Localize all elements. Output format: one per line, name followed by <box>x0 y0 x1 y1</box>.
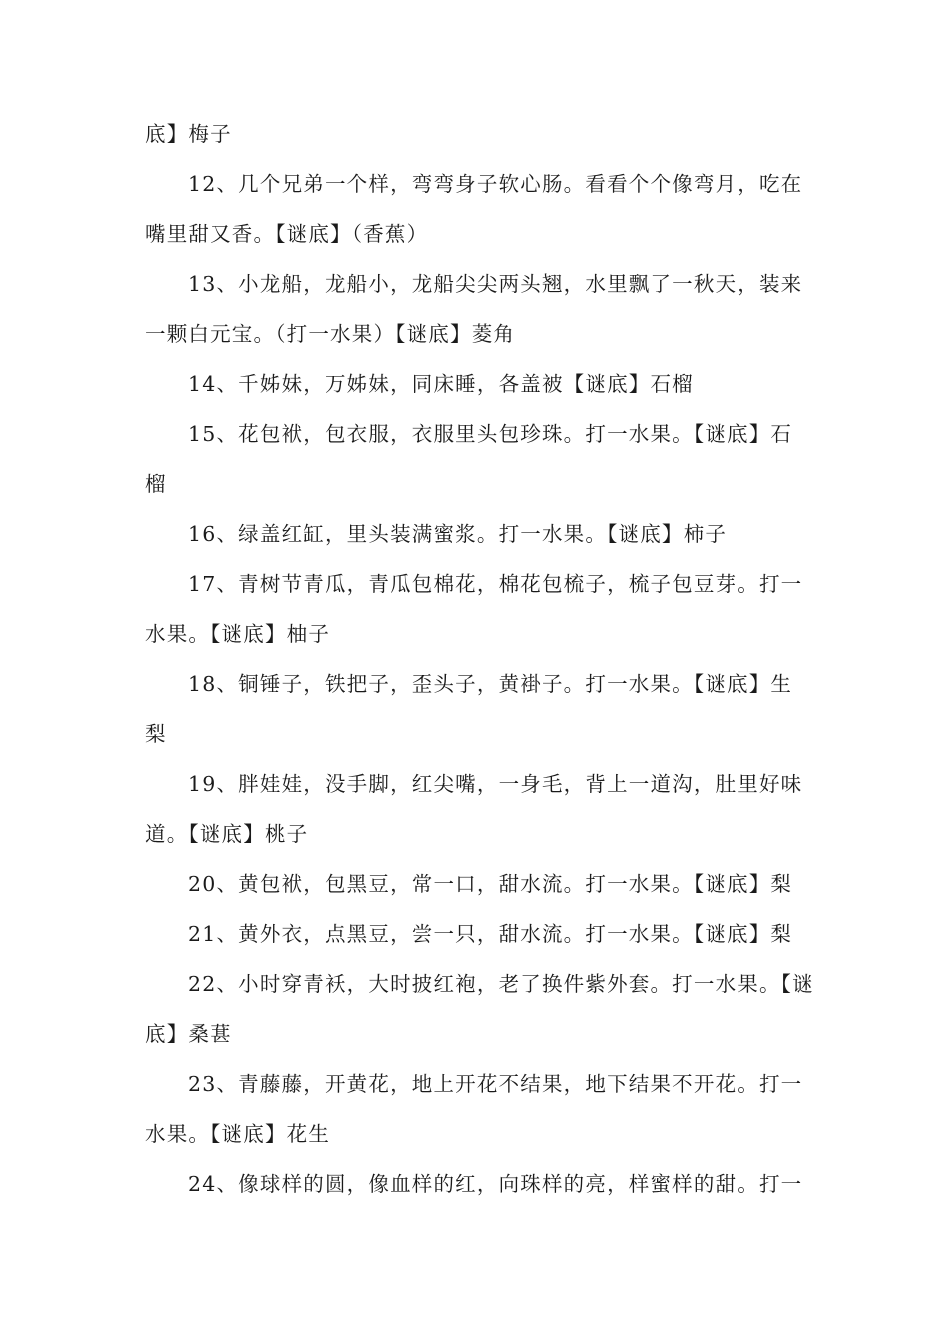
text-line: 梨 <box>145 722 167 746</box>
text-line: 22、小时穿青袄，大时披红袍，老了换件紫外套。打一水果。【谜 <box>188 972 814 996</box>
text-line: 21、黄外衣，点黑豆，尝一只，甜水流。打一水果。【谜底】梨 <box>188 922 793 946</box>
text-line: 12、几个兄弟一个样，弯弯身子软心肠。看看个个像弯月，吃在 <box>188 172 803 196</box>
text-line: 18、铜锤子，铁把子，歪头子，黄褂子。打一水果。【谜底】生 <box>188 672 793 696</box>
text-line: 16、绿盖红缸，里头装满蜜浆。打一水果。【谜底】柿子 <box>188 522 728 546</box>
text-line: 24、像球样的圆，像血样的红，向珠样的亮，样蜜样的甜。打一 <box>188 1172 803 1196</box>
text-line: 13、小龙船，龙船小，龙船尖尖两头翘，水里飘了一秋天，装来 <box>188 272 803 296</box>
text-line: 15、花包袱，包衣服，衣服里头包珍珠。打一水果。【谜底】石 <box>188 422 793 446</box>
text-line: 道。【谜底】桃子 <box>145 822 309 846</box>
text-line: 一颗白元宝。（打一水果）【谜底】菱角 <box>145 322 516 346</box>
text-line: 底】梅子 <box>145 122 232 146</box>
text-line: 14、千姊妹，万姊妹，同床睡，各盖被【谜底】石榴 <box>188 372 694 396</box>
text-line: 水果。【谜底】柚子 <box>145 622 331 646</box>
text-line: 底】桑葚 <box>145 1022 232 1046</box>
text-line: 嘴里甜又香。【谜底】（香蕉） <box>145 222 429 246</box>
text-line: 水果。【谜底】花生 <box>145 1122 331 1146</box>
text-line: 榴 <box>145 472 167 496</box>
text-line: 17、青树节青瓜，青瓜包棉花，棉花包梳子，梳子包豆芽。打一 <box>188 572 803 596</box>
text-line: 20、黄包袱，包黑豆，常一口，甜水流。打一水果。【谜底】梨 <box>188 872 793 896</box>
text-line: 23、青藤藤，开黄花，地上开花不结果，地下结果不开花。打一 <box>188 1072 803 1096</box>
text-line: 19、胖娃娃，没手脚，红尖嘴，一身毛，背上一道沟，肚里好味 <box>188 772 803 796</box>
